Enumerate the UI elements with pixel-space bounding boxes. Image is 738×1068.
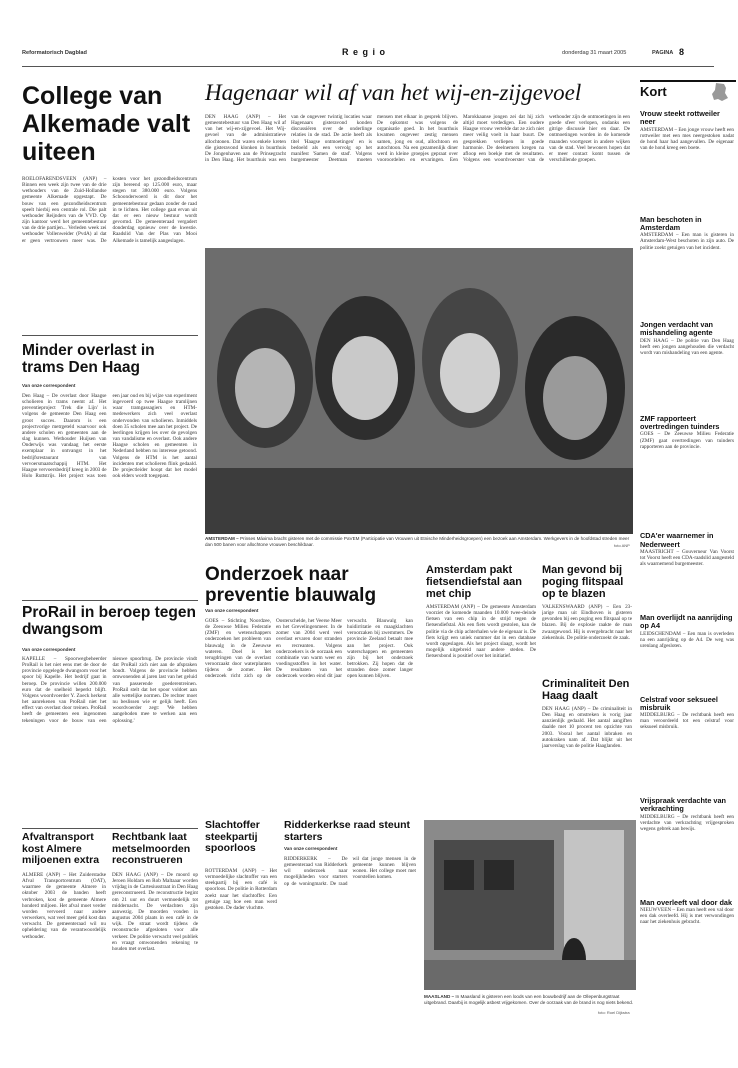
kort-item-headline: Celstraf voor seksueel misbruik <box>640 694 718 712</box>
main-photo <box>205 248 633 534</box>
kort-item-headline: Man beschoten in Amsterdam <box>640 214 702 232</box>
rechtbank-headline: Rechtbank laat metselmoorden reconstrueren <box>112 831 191 866</box>
kort-item-headline: Jongen verdacht van mishandeling agente <box>640 320 713 338</box>
kort-item-headline: Vrijspraak verdachte van verkrachting <box>640 796 726 814</box>
minder-headline: Minder overlast in trams Den Haag <box>22 342 155 376</box>
main-photo-credit: foto ANP <box>614 543 630 548</box>
fire-photo-credit: foto: Roel Dijkstra <box>598 1010 630 1015</box>
caption-text: Prinses Máxima bracht gisteren met de commissie PaVEM (Participatie van Vrouwen uit Etnische Minderheidsgroepen) een bezoek aan Amsterdam. Werkgevers in de hoofdstad streden meer dan 500 banen voor allochtone vrouwen beschikbaar. <box>205 536 630 547</box>
masthead <box>22 48 714 62</box>
onderzoek-body: GOES – Stichting Noordzee, de Zeeuwse Milieu Federatie (ZMF) en wetenschappers onderzoeken het probleem van blauwalg in de Zeeuwse wateren. Doel is het terugdringen van de overlast veroorzaakt door waterplanten tijdens de zomer. Het onderzoek richt zich op de Oosterschelde, het Veerse Meer en het Grevelingenmeer. In de zomer van 2004 werd veel overlast ervaren door stranden en recreanten. Volgens onderzoekers is de oorzaak een combinatie van warm weer en voedingsstoffen in het water. De resultaten van het onderzoek worden eind dit jaar verwacht. Blauwalg kan huidirritatie en maagklachten veroorzaken bij zwemmers. De provincie Zeeland betaalt mee aan het project. Ook waterschappen en gemeenten zijn bij het onderzoek betrokken. Zij hopen dat de stranden deze zomer langer open kunnen blijven. <box>205 618 413 680</box>
page-number: 8 <box>679 47 685 57</box>
photo-building-illustration <box>424 820 636 990</box>
slachtoffer-body: ROTTERDAM (ANP) – Het vermoedelijke slachtoffer van een steekpartij bij een café is spoorloos. De politie in Rotterdam zoekt naar het slachtoffer. Een getuige zag hoe een man werd gestoken. De dader vluchtte. <box>205 868 277 911</box>
caption-label: MAASLAND – <box>424 994 455 999</box>
onderzoek-byline: Van onze correspondent <box>205 608 259 613</box>
kort-item-body: AMSTERDAM – Een man is gisteren in Amsterdam-West beschoten in zijn auto. De politie zoekt getuigen van het incident. <box>640 232 734 251</box>
prorail-body: KAPELLE – Spoorwegbeheerder ProRail is het niet eens met de door de provincie opgelegde dwangsom voor het spoor bij Kapelle. Het bedrijf gaat in beroep. De provincie willen 200.000 euro dat de snelheid beperkt blijft. Volgens woordvoerder Y. Zoeck herkent het aanrekenen van ProRail niet het effect van overlast door treinen. ProRail heeft de gemeenten een ingenomen tekeningen voor de bouw van een nieuwe spoorbrug. De provincie vindt dat ProRail zich niet aan de afspraken houdt. Volgens de provincie hebben omwonenden al jaren last van het geluid van passerende goederentreinen. ProRail stelt dat het spoor voldoet aan alle wettelijke normen. De rechter moet nu beslissen wie er gelijk heeft. Een woordvoerder zegt: 'We hebben aangeboden mee te werken aan een oplossing.' <box>22 656 197 724</box>
hagenaar-body: DEN HAAG (ANP) – Het gemeentebestuur van Den Haag wil af van het wij-en-zijgevoel. Het Wij-gevoel van de administratieve allochtonen. Dat waren enkele kreten die gisteravond klonken in buurthuis De Jongenhaven aan de Prinsegracht in Den Haag. Het buurthuis was een van de ongeveer twintig locaties waar Hagenaars gisteravond konden discussiëren over de onderlinge relaties in de stad. De actie heeft als titel 'Haagse ontmoetingen' en is bedoeld als een vervolg op het manifest 'Samen de stad'. Volgens burgemeester Deetman moeten mensen met elkaar in gesprek blijven. De opkomst was volgens de organisatie goed. In het buurthuis kwamen ongeveer zestig mensen samen, jong en oud, allochtoon en autochtoon. Na een gezamenlijk diner werd in kleine groepjes gepraat over vooroordelen en ervaringen. Een Marokkaanse jongen zei dat hij zich altijd moet verdedigen. Een oudere Haagse vrouw vertelde dat ze zich niet meer veilig voelt in haar buurt. De gesprekken verliepen in goede harmonie. De deelnemers kregen na afloop een boekje met de resultaten. Volgens een woordvoerster van de wethouder zijn de ontmoetingen in een goede sfeer verlopen, ondanks een gitrige discussie hier en daar. De ontmoetingen worden in de komende maanden voortgezet in andere wijken van de stad. Veel bewoners hopen dat er meer contact komt tussen de verschillende groepen. <box>205 114 630 164</box>
college-body: ROELOFARENDSVEEN (ANP) – Binnen een week zijn twee van de drie wethouders van de Zuid-Hollandse gemeente Alkemade opgestapt. De bouw van een gezondheidscentrum speelt hierbij een centrale rol. Die palt wethouder Reijnders van de VVD. Op zijn kantoor werd het gemeentebestuur van de drie partijen... Verleden week zei wethouder Vollenweider (PvdA) al dat er geen vertrouwen meer was. De kosten voor het gezondheidscentrum zijn bereend op 125.000 euro, maar stegen tot 380.000 euro. Volgens Schoonderwoerd is dit door het gemeentebestuur gedaan zonder de raad in te lichten. Het college gaat ervan uit dat er een nieuw bestuur wordt gevormd. De gemeenteraad vergadert donderdag opnieuw over de kwestie. Raadslid Van der Plas van Mooi Alkemade is tamelijk aangeslagen. <box>22 176 197 244</box>
mangevond-body: VALKENSWAARD (ANP) – Een 23-jarige man uit Eindhoven is gisteren gevonden bij een poging een flitspaal op te blazen. Bij de explosie raakte de man zwaargewond. Hij is overgebracht naar het ziekenhuis. De politie onderzoekt de zaak. <box>542 604 632 641</box>
kort-item <box>640 321 734 410</box>
divider <box>22 828 198 829</box>
kort-item-body: LEIDSCHENDAM – Een man is overleden na een aanrijding op de A4. De weg was urenlang afgesloten. <box>640 630 734 649</box>
mangevond-headline: Man gevond bij poging flitspaal op te blazen <box>542 564 624 600</box>
page-label: PAGINA <box>652 50 674 56</box>
kort-item-body: MIDDELBURG – De rechtbank heeft een verdachte van verkrachting vrijgesproken wegens gebrek aan bewijs. <box>640 813 734 833</box>
ridderkerk-headline: Ridderkerkse raad steunt starters <box>284 819 411 843</box>
kort-item-body: AMSTERDAM – Een jonge vrouw heeft een rottweiler met een mes neergestoken nadat de hond haar had aangevallen. De eigenaar van de hond kreeg een boete. <box>640 126 734 152</box>
kort-item <box>640 532 734 609</box>
netherlands-map-icon <box>710 82 730 102</box>
kort-item-headline: ZMF rapporteert overtredingen tuinders <box>640 413 720 432</box>
kort-item <box>640 797 734 894</box>
kort-item <box>640 899 734 967</box>
issue-date: donderdag 31 maart 2005 <box>562 50 627 56</box>
afval-body: ALMERE (ANP) – Het Zuiderstadse Afval Transportcentrum (OAT), waarmee de gemeente Almere in oktober 2003 de banden heeft verbroken, kost de gemeente Almere honderd miljoen. Het afval moet verder worden vervoerd naar andere verwerkers, wat veel meer geld kost dan verwacht. De gemeenteraad wil nu opheldering van de verantwoordelijk wethouder. <box>22 872 106 940</box>
kort-item <box>640 415 734 528</box>
ridderkerk-body: RIDDERKERK – De gemeenteraad van Ridderkerk wil onderzoek naar mogelijkheden voor starters op de woningmarkt. De raad wil dat jonge mensen in de gemeente kunnen blijven wonen. Het college moet met voorstellen komen. <box>284 856 416 887</box>
divider <box>22 335 198 336</box>
slachtoffer-headline: Slachtoffer steekpartij spoorloos <box>205 819 260 854</box>
amsterdam-headline: Amsterdam pakt fietsendiefstal aan met chip <box>426 564 522 600</box>
main-photo-caption <box>205 536 633 547</box>
rechtbank-body: DEN HAAG (ANP) – De moord op Jeroen Holdarn en Rob Maltaaar worden vrijdag in de Cartesiusstraat in Den Haag gereconstrueerd. De reconstructie begint om 21 uur en duurt vermoedelijk tot middernacht. De verdachten zijn aanwezig. De moorden vonden in augustus 2004 plaats in een café in de wijk. De straat wordt tijdens de reconstructie afgesloten voor alle verkeer. De politie verwacht veel publiek en vraagt omwonenden rekening te houden met overlast. <box>112 872 198 952</box>
onderzoek-headline: Onderzoek naar preventie blauwalg <box>205 564 377 606</box>
criminaliteit-headline: Criminaliteit Den Haag daalt <box>542 678 630 702</box>
kort-item <box>640 216 734 317</box>
photo-faces-illustration <box>205 248 633 534</box>
kort-item-body: GOES – De Zeeuwse Milieu Federatie (ZMF) gaat overtredingen van tuinders rapporteren aan de provincie. <box>640 431 734 450</box>
afval-headline: Afvaltransport kost Almere miljoenen extra <box>22 831 100 866</box>
kort-item <box>640 614 734 691</box>
prorail-byline: Van onze correspondent <box>22 647 76 652</box>
kort-label: Kort <box>640 84 667 99</box>
minder-byline: Van onze correspondent <box>22 383 76 388</box>
fire-photo <box>424 820 636 990</box>
kort-item-body: NIEUWVEEN – Een man heeft een val door een dak overleefd. Hij is met verwondingen naar het ziekenhuis gebracht. <box>640 907 734 926</box>
kort-item <box>640 696 734 793</box>
kort-item-body: DEN HAAG – De politie van Den Haag heeft een jongen aangehouden die verdacht wordt van mishandeling van een agente. <box>640 337 734 357</box>
kort-list <box>640 110 734 1060</box>
kort-item <box>640 110 734 211</box>
newspaper-name: Reformatorisch Dagblad <box>22 50 87 56</box>
kort-item-body: MAASTRICHT – Gouverneur Van Voorst tot Voorst heeft een CDA-raadslid aangesteld als waarnemend burgemeester. <box>640 548 734 568</box>
masthead-rule <box>22 66 714 67</box>
hagenaar-headline: Hagenaar wil af van het wij-en-zijgevoel <box>205 80 582 105</box>
section-title: R e g i o <box>342 47 387 57</box>
caption-label: AMSTERDAM – <box>205 536 239 541</box>
divider <box>22 600 198 601</box>
fire-photo-caption <box>424 994 636 1005</box>
criminaliteit-body: DEN HAAG (ANP) – De criminaliteit in Den Haag en omstreken is vorig jaar aanzienlijk gedaald. Het aantal aangiften daalde met 10 procent ten opzichte van 2003. Vooral het aantal inbraken en autokraken nam af. Dat blijkt uit het jaarverslag van de politie Haaglanden. <box>542 706 632 749</box>
minder-body: Den Haag – De overlast door Haagse scholieren in trams neemt af. Het preventieproject 'Trek die Lijn' is volgens de gemeente Den Haag een groot succes. Daarom is een projectvorige metrgeteld waarvoor ook andere scholen en gemeenten aan de slag kunnen. Wethouder Huijsen van Onderwijs was vandaag het eerste exemplaar in ontvangst in het bedrijfsrestaurant van vervoersmaatschappij HTM. Het Haagse vervoersbedrijf kreeg in 2003 de Holo Ruttstrijs. Het project was toen een jaar oud en bij wijze van experiment ingevoerd op twee Haagse tramlijnen waar tramgassagiers en HTM-medewerkers zich veel overlast ondervonden van scholieren. Inmiddels doen 35 scholen mee aan het project. De leerlingen krijgen les over de gevolgen van vandalisme en overlast. Ook andere Haagse scholen en gemeenten in Nederland hebben nu interesse getoond. Volgens de HTM is het aantal incidenten met scholieren flink gedaald. De projectleider hoopt dat het model ook elders wordt toegepast. <box>22 393 197 480</box>
prorail-headline: ProRail in beroep tegen dwangsom <box>22 604 196 638</box>
amsterdam-body: AMSTERDAM (ANP) – De gemeente Amsterdam voorziet de komende maanden 10.000 twee-deinde fietsen van een chip in de strijd tegen de fietsendiefstal. Als een fiets wordt gestolen, kan de politie via de chip achterhalen wie de eigenaar is. De fiets krijgt een uniek nummer dat in een database wordt opgeslagen. Als het project slaagt, wordt het mogelijk uitgebreid naar andere steden. De fietsersbond is positief over het initiatief. <box>426 604 536 660</box>
caption-text: In Maasland is gisteren een loods van een bouwbedrijf aan de Ollepenburgstraat uitgebrand. Daarbij is mogelijk asbest vrijgekomen. Over de oorzaak van de brand is nog niets bekend. <box>424 994 634 1005</box>
kort-item-headline: Man overleeft val door dak <box>640 897 733 907</box>
kort-item-body: MIDDELBURG – De rechtbank heeft een man veroordeeld tot een celstraf voor seksueel misbruik. <box>640 712 734 731</box>
kort-box <box>640 80 736 106</box>
kort-item-headline: Vrouw steekt rottweiler neer <box>640 110 720 127</box>
kort-item-headline: Man overlijdt na aanrijding op A4 <box>640 612 733 631</box>
ridderkerk-byline: Van onze correspondent <box>284 846 338 851</box>
kort-item-headline: CDA'er waarnemer in Nederweert <box>640 531 714 549</box>
college-headline: College van Alkemade valt uiteen <box>22 82 191 166</box>
